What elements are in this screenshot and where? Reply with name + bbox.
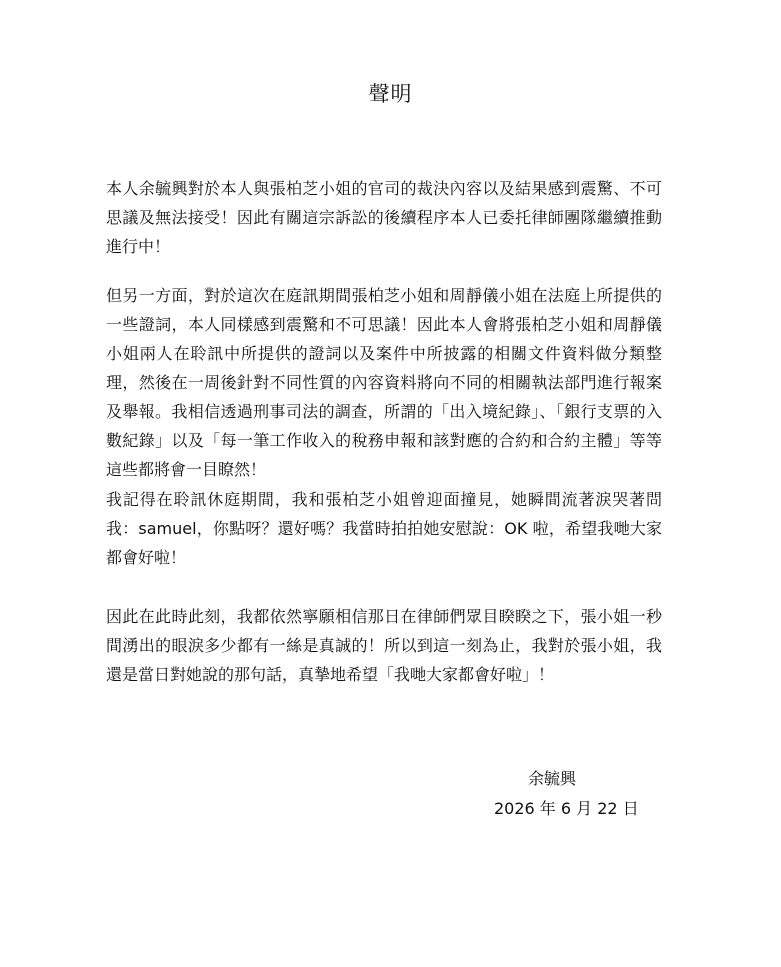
paragraph-2: 但另一方面，對於這次在庭訊期間張柏芝小姐和周靜儀小姐在法庭上所提供的一些證詞，本人同樣感到震驚和不可思議！因此本人會將張柏芝小姐和周靜儀小姐兩人在聆訊中所提供的證詞以及案件中所披露的相關文件資料做分類整理，然後在一周後針對不同性質的內容資料將向不同的相關執法部門進行報案及舉報。我相信透過刑事司法的調查，所謂的「出入境紀錄」、「銀行支票的入數紀錄」以及「每一筆工作收入的稅務申報和該對應的合約和合約主體」等等這些都將會一目瞭然！ bbox=[106, 286, 662, 479]
paragraph-4: 因此在此時此刻，我都依然寧願相信那日在律師們眾目睽睽之下，張小姐一秒間湧出的眼淚多少都有一絲是真誠的！所以到這一刻為止，我對於張小姐，我還是當日對她說的那句話，真摯地希望「我哋大家都會好啦」！ bbox=[106, 607, 662, 684]
document-title: 聲明 bbox=[368, 82, 413, 106]
signature-date: 2026 年 6 月 22 日 bbox=[494, 799, 639, 818]
signature-name: 余毓興 bbox=[528, 769, 577, 788]
paragraph-3: 我記得在聆訊休庭期間，我和張柏芝小姐曾迎面撞見，她瞬間流著淚哭著問我：samuel，你點呀？還好嗎？我當時拍拍她安慰說：OK 啦，希望我哋大家都會好啦！ bbox=[106, 490, 662, 567]
paragraph-1: 本人余毓興對於本人與張柏芝小姐的官司的裁決內容以及結果感到震驚、不可思議及無法接受！因此有關這宗訴訟的後續程序本人已委托律師團隊繼續推動進行中！ bbox=[106, 179, 662, 256]
